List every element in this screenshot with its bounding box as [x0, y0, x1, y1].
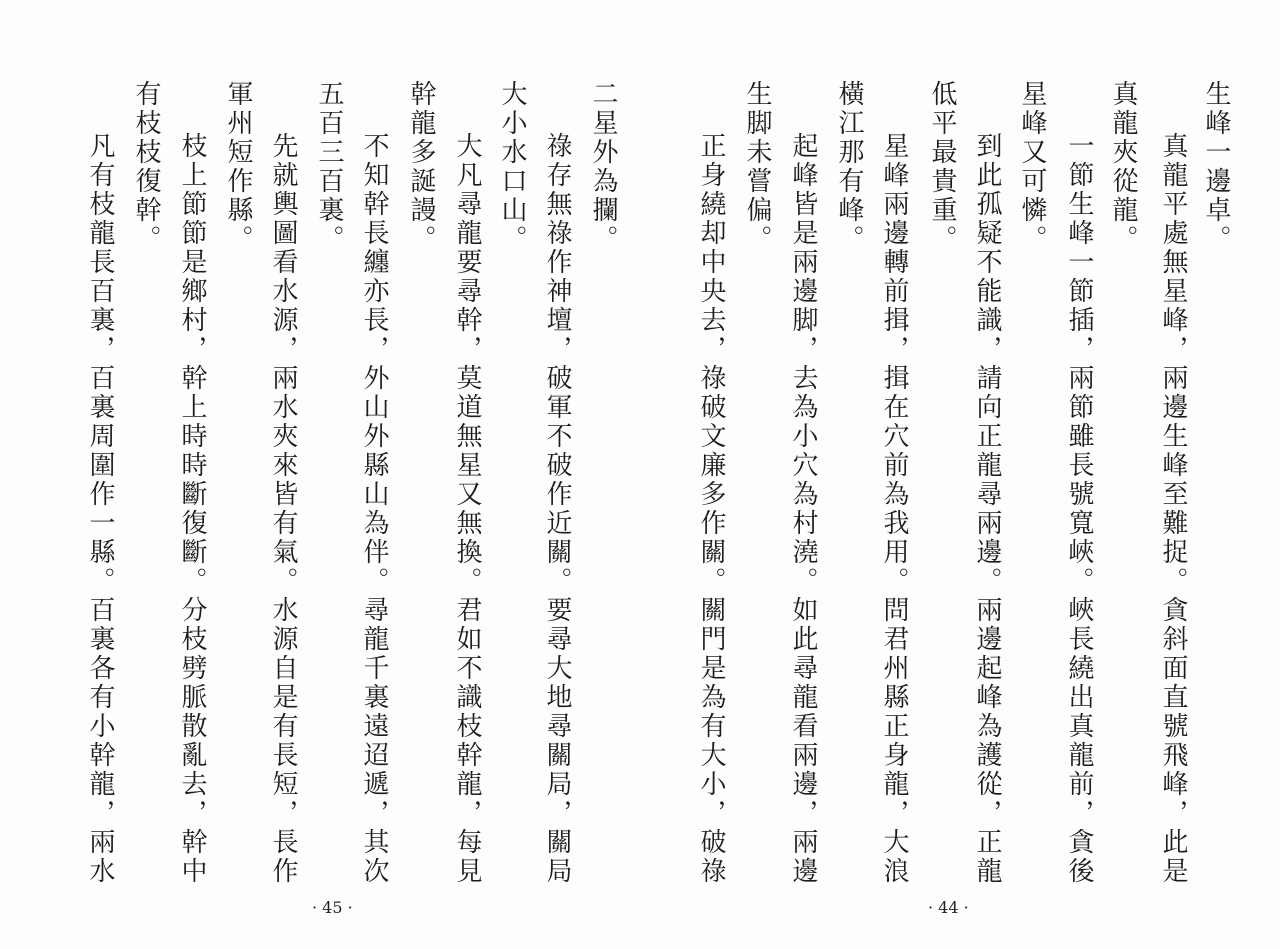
text-column: 軍州短作縣。 — [223, 80, 253, 254]
text-column: 起峰皆是兩邊脚，去為小穴為村澆。如此尋龍看兩邊，兩邊 — [788, 132, 818, 886]
text-column: 一節生峰一節插，兩節雖長號寬峽。峽長繞出真龍前，貪後 — [1064, 132, 1094, 886]
text-column: 生峰一邊卓。 — [1201, 80, 1231, 254]
text-column: 大小水口山。 — [497, 80, 527, 254]
text-column: 二星外為攔。 — [588, 80, 618, 254]
text-column: 橫江那有峰。 — [834, 80, 864, 254]
text-column: 星峰兩邊轉前揖，揖在穴前為我用。問君州縣正身龍，大浪 — [879, 132, 909, 886]
text-column: 有枝枝復幹。 — [131, 80, 161, 254]
page-number: · 45 · — [312, 898, 353, 917]
text-column: 幹龍多誕謾。 — [406, 80, 436, 254]
text-column: 大凡尋龍要尋幹，莫道無星又無換。君如不識枝幹龍，每見 — [452, 132, 482, 886]
text-column: 生脚未嘗偏。 — [742, 80, 772, 254]
text-column: 低平最貴重。 — [927, 80, 957, 254]
page-number: · 44 · — [928, 898, 969, 917]
text-column: 真龍平處無星峰，兩邊生峰至難捉。貪斜面直號飛峰，此是 — [1158, 132, 1188, 886]
text-column: 星峰又可憐。 — [1017, 80, 1047, 254]
text-column: 祿存無祿作神壇，破軍不破作近關。要尋大地尋關局，關局 — [542, 132, 572, 886]
text-column: 真龍夾從龍。 — [1108, 80, 1138, 254]
text-column: 正身繞却中央去，祿破文廉多作關。關門是為有大小，破祿 — [696, 132, 726, 886]
text-column: 凡有枝龍長百裏，百裏周圍作一縣。百裏各有小幹龍，兩水 — [85, 132, 115, 886]
text-column: 到此孤疑不能識，請向正龍尋兩邊。兩邊起峰為護從，正龍 — [972, 132, 1002, 886]
text-column: 先就輿圖看水源，兩水夾來皆有氣。水源自是有長短，長作 — [268, 132, 298, 886]
text-column: 不知幹長纏亦長，外山外縣山為伴。尋龍千裏遠迢遞，其次 — [359, 132, 389, 886]
text-column: 枝上節節是鄉村，幹上時時斷復斷。分枝劈脈散亂去，幹中 — [177, 132, 207, 886]
text-column: 五百三百裏。 — [314, 80, 344, 254]
